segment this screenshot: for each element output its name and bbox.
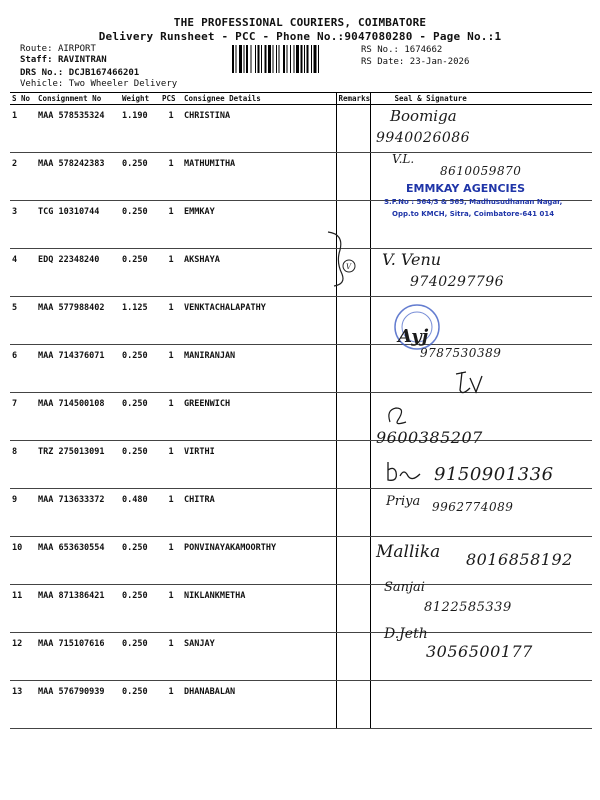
cell-sno: 5 <box>10 297 36 345</box>
cell-pcs: 1 <box>160 537 182 585</box>
barcode-bar <box>301 45 303 73</box>
sig-row4-name: V. Venu <box>382 250 442 269</box>
drs-line <box>20 68 139 79</box>
signature-scribble <box>384 402 414 428</box>
stamp-address-line2: Opp.to KMCH, Sitra, Coimbatore-641 014 <box>392 210 555 218</box>
cell-consignment: EDQ 22348240 <box>36 249 120 297</box>
cell-pcs: 1 <box>160 393 182 441</box>
barcode-bar <box>246 45 248 73</box>
vehicle-line <box>20 79 177 90</box>
rs-date-value: 23-Jan-2026 <box>409 57 470 67</box>
barcode-bar <box>236 45 237 73</box>
barcode-bar <box>232 45 234 73</box>
barcode-bar <box>296 45 299 73</box>
drs-label: DRS No.: <box>20 68 64 78</box>
table-row <box>10 297 592 345</box>
staff-label: Staff: <box>20 55 53 65</box>
barcode-bar <box>265 45 267 73</box>
cell-consignment: MAA 577988402 <box>36 297 120 345</box>
barcode-bar <box>304 45 305 73</box>
barcode-bar <box>255 45 256 73</box>
cell-sno: 9 <box>10 489 36 537</box>
cell-sno: 12 <box>10 633 36 681</box>
cell-remarks <box>336 153 370 201</box>
svg-text:V: V <box>346 263 352 271</box>
rs-no-label: RS No.: <box>361 45 399 55</box>
barcode-bar <box>273 45 274 73</box>
barcode-bar <box>239 45 242 73</box>
cell-consignee: MANIRANJAN <box>182 345 336 393</box>
rs-no-value: 1674662 <box>404 45 443 55</box>
table-row <box>10 393 592 441</box>
cell-weight: 0.250 <box>120 201 160 249</box>
cell-consignment: MAA 714500108 <box>36 393 120 441</box>
cell-remarks <box>336 633 370 681</box>
cell-consignee: EMMKAY <box>182 201 336 249</box>
cell-consignment: MAA 871386421 <box>36 585 120 633</box>
cell-sno: 7 <box>10 393 36 441</box>
rs-no-line <box>361 45 442 56</box>
cell-pcs: 1 <box>160 249 182 297</box>
stamp-address-line1: S.F.No : 564/3 & 565, Madhusudhanan Nagar, <box>384 198 563 206</box>
staff-value: RAVINTRAN <box>57 55 107 65</box>
cell-weight: 0.250 <box>120 537 160 585</box>
cell-seal-signature <box>370 681 592 729</box>
cell-consignment: TRZ 275013091 <box>36 441 120 489</box>
col-header-consignment: Consignment No <box>36 93 120 105</box>
cell-sno: 2 <box>10 153 36 201</box>
cell-weight: 0.250 <box>120 153 160 201</box>
cell-weight: 0.250 <box>120 393 160 441</box>
table-row <box>10 249 592 297</box>
col-header-weight: Weight <box>120 93 160 105</box>
cell-sno: 4 <box>10 249 36 297</box>
barcode-bar <box>287 45 288 73</box>
cell-consignee: NIKLANKMETHA <box>182 585 336 633</box>
vehicle-label: Vehicle: <box>20 79 64 89</box>
cell-pcs: 1 <box>160 441 182 489</box>
table-row <box>10 681 592 729</box>
cell-weight: 0.250 <box>120 441 160 489</box>
cell-consignee: SANJAY <box>182 633 336 681</box>
signature-scribble <box>384 458 422 484</box>
barcode-bar <box>261 45 262 73</box>
cell-consignment: MAA 714376071 <box>36 345 120 393</box>
cell-remarks <box>336 393 370 441</box>
cell-sno: 6 <box>10 345 36 393</box>
cell-consignee: PONVINAYAKAMOORTHY <box>182 537 336 585</box>
route-label: Route: <box>20 44 53 54</box>
sig-row10-phone: 9962774089 <box>432 500 514 514</box>
barcode-bar <box>290 45 291 73</box>
barcode-bar <box>283 45 285 73</box>
table-row <box>10 201 592 249</box>
col-header-pcs: PCS <box>160 93 182 105</box>
sig-row11-phone: 8016858192 <box>466 550 573 569</box>
table-header-row <box>10 93 592 105</box>
cell-remarks <box>336 681 370 729</box>
cell-pcs: 1 <box>160 345 182 393</box>
cell-pcs: 1 <box>160 633 182 681</box>
cell-weight: 0.480 <box>120 489 160 537</box>
cell-sno: 8 <box>10 441 36 489</box>
cell-consignment: MAA 576790939 <box>36 681 120 729</box>
barcode-bar <box>279 45 280 73</box>
cell-consignment: MAA 578242383 <box>36 153 120 201</box>
route-value: AIRPORT <box>57 44 96 54</box>
sig-row10-name: Priya <box>386 494 421 509</box>
cell-sno: 10 <box>10 537 36 585</box>
barcode-bar <box>258 45 260 73</box>
sig-row5-phone: 9740297796 <box>410 274 505 290</box>
cell-seal-signature <box>370 201 592 249</box>
cell-consignment: MAA 715107616 <box>36 633 120 681</box>
barcode-bar <box>244 45 245 73</box>
cell-consignee: DHANABALAN <box>182 681 336 729</box>
cell-consignment: MAA 713633372 <box>36 489 120 537</box>
sig-row2-name: V.L. <box>392 152 415 166</box>
cell-weight: 0.250 <box>120 633 160 681</box>
cell-consignment: MAA 653630554 <box>36 537 120 585</box>
signature-scribble <box>452 368 486 398</box>
vehicle-value: Two Wheeler Delivery <box>68 79 178 89</box>
staff-line <box>20 55 107 66</box>
col-header-consignee: Consignee Details <box>182 93 336 105</box>
cell-remarks <box>336 297 370 345</box>
sig-row12-name: Sanjai <box>384 580 425 595</box>
cell-pcs: 1 <box>160 297 182 345</box>
route-line <box>20 44 96 55</box>
cell-remarks <box>336 441 370 489</box>
sig-row1-name: Boomiga <box>390 107 457 125</box>
barcode-bar <box>268 45 271 73</box>
col-header-remarks: Remarks <box>336 93 370 105</box>
sig-row2-phone: 8610059870 <box>440 164 522 178</box>
cell-remarks <box>336 537 370 585</box>
barcode <box>232 45 356 73</box>
sig-row13-phone: 3056500177 <box>426 642 533 661</box>
cell-weight: 1.125 <box>120 297 160 345</box>
sig-row12-phone: 8122585339 <box>424 600 512 615</box>
barcode-bar <box>314 45 317 73</box>
cell-consignee: MATHUMITHA <box>182 153 336 201</box>
cell-sno: 11 <box>10 585 36 633</box>
cell-remarks <box>336 105 370 153</box>
sig-row8-phone: 9600385207 <box>376 428 483 447</box>
cell-weight: 0.250 <box>120 345 160 393</box>
cell-pcs: 1 <box>160 585 182 633</box>
sig-row1-phone: 9940026086 <box>376 130 471 146</box>
cell-consignee: VIRTHI <box>182 441 336 489</box>
sig-row9-phone: 9150901336 <box>434 464 554 485</box>
cell-consignee: CHRISTINA <box>182 105 336 153</box>
barcode-bar <box>276 45 277 73</box>
barcode-bar <box>318 45 319 73</box>
col-header-sno: S No <box>10 93 36 105</box>
cell-consignee: CHITRA <box>182 489 336 537</box>
cell-consignment: TCG 10310744 <box>36 201 120 249</box>
barcode-bar <box>307 45 309 73</box>
sig-row13-name: D.Jeth <box>384 626 428 642</box>
runsheet-subtitle: Delivery Runsheet - PCC - Phone No.:9047080280 - Page No.:1 <box>98 30 502 43</box>
sig-row6-mark: Ayj <box>398 326 429 347</box>
cell-pcs: 1 <box>160 105 182 153</box>
cell-consignee: GREENWICH <box>182 393 336 441</box>
stamp-company-name: EMMKAY AGENCIES <box>406 182 526 195</box>
cell-consignee: VENKTACHALAPATHY <box>182 297 336 345</box>
cell-remarks <box>336 489 370 537</box>
cell-weight: 0.250 <box>120 249 160 297</box>
cell-weight: 1.190 <box>120 105 160 153</box>
cell-sno: 3 <box>10 201 36 249</box>
rs-date-line <box>361 57 469 68</box>
sig-row11-name: Mallika <box>376 542 441 562</box>
cell-weight: 0.250 <box>120 681 160 729</box>
barcode-bar <box>251 45 252 73</box>
bracket-mark <box>322 228 362 288</box>
cell-pcs: 1 <box>160 681 182 729</box>
cell-remarks <box>336 585 370 633</box>
table-row <box>10 345 592 393</box>
cell-sno: 13 <box>10 681 36 729</box>
company-title: THE PROFESSIONAL COURIERS, COIMBATORE <box>173 16 427 29</box>
sig-row6-phone: 9787530389 <box>420 346 502 360</box>
barcode-bar <box>311 45 312 73</box>
barcode-bar <box>294 45 295 73</box>
cell-consignee: AKSHAYA <box>182 249 336 297</box>
cell-pcs: 1 <box>160 201 182 249</box>
cell-remarks <box>336 345 370 393</box>
drs-value: DCJB167466201 <box>68 68 140 78</box>
cell-pcs: 1 <box>160 489 182 537</box>
table-row <box>10 105 592 153</box>
cell-sno: 1 <box>10 105 36 153</box>
rs-date-label: RS Date: <box>361 57 405 67</box>
cell-consignment: MAA 578535324 <box>36 105 120 153</box>
cell-weight: 0.250 <box>120 585 160 633</box>
col-header-seal: Seal & Signature <box>370 93 592 105</box>
cell-pcs: 1 <box>160 153 182 201</box>
